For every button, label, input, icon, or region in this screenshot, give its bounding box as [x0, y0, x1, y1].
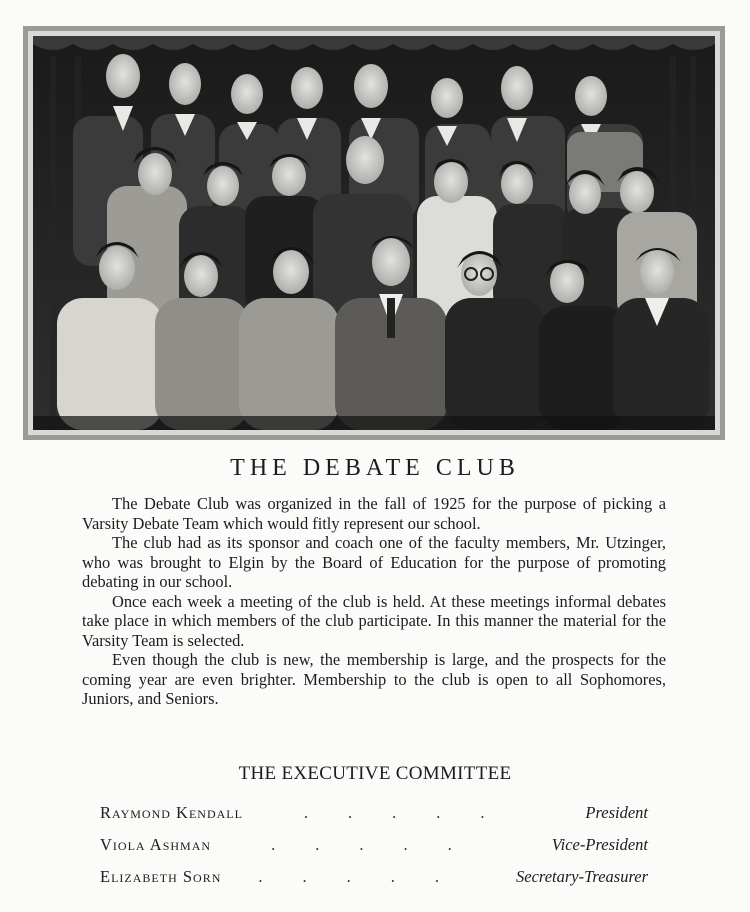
- officer-row: [100, 803, 648, 835]
- article-body: [82, 494, 666, 709]
- group-photo: [33, 36, 715, 430]
- officer-list: [100, 803, 648, 899]
- officer-title: Vice-President: [551, 835, 648, 854]
- officer-name: Raymond Kendall: [100, 803, 243, 822]
- leader-dots: .....: [303, 803, 525, 822]
- leader-dots: .....: [271, 835, 492, 854]
- officer-title: President: [585, 803, 648, 822]
- leader-dots: .....: [258, 867, 479, 886]
- officer-name: Viola Ashman: [100, 835, 212, 854]
- paragraph: Once each week a meeting of the club is held. At these meetings informal debates take place in which members of the club participate. In this manner the material for the Varsity Team is selected.: [82, 591, 666, 650]
- officer-row: [100, 867, 648, 899]
- page-title: THE DEBATE CLUB: [230, 455, 520, 481]
- officer-name: Elizabeth Sorn: [100, 867, 222, 886]
- group-photo-frame: [23, 26, 725, 440]
- officer-row: [100, 835, 648, 867]
- officer-title: Secretary-Treasurer: [516, 867, 648, 886]
- committee-heading: THE EXECUTIVE COMMITTEE: [238, 763, 512, 784]
- paragraph: The Debate Club was organized in the fall of 1925 for the purpose of picking a Varsity Debate Team which would fitly represent our school.: [82, 494, 666, 533]
- paragraph: Even though the club is new, the membership is large, and the prospects for the coming year are even brighter. Membership to the club is open to all Sophomores, Juniors, and Seniors.: [82, 650, 666, 708]
- paragraph: The club had as its sponsor and coach one of the faculty members, Mr. Utzinger, who was brought to Elgin by the Board of Education for the purpose of promoting debating in our school.: [82, 533, 666, 591]
